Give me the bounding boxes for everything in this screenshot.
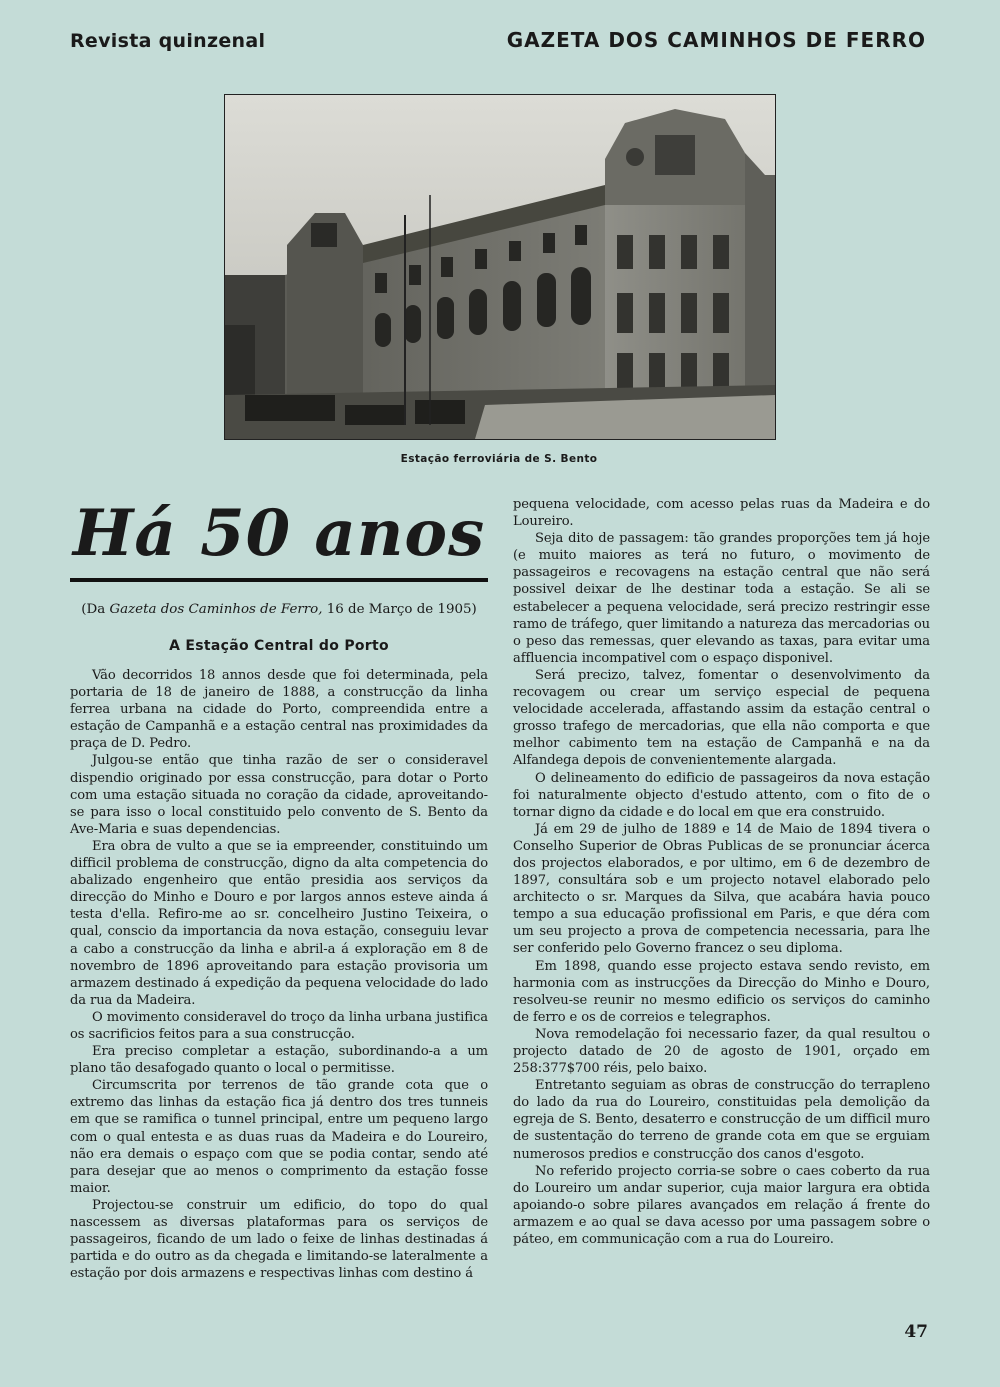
source-suffix: 16 de Março de 1905) [322, 602, 477, 617]
article-headline: Há 50 anos [72, 496, 486, 571]
paragraph: Seja dito de passagem: tão grandes proporções tem já hoje (e muito maiores as terá no futuro, o movimento de passageiros e recovagens na estação central que não será possivel deixar de lhe destinar toda a estação. Se ali se estabelecer a pequena velocidade, será precizo restringir esse ramo de tráfego, quer limitando a natureza das mercadorias ou o peso das remessas, quer elevando as taxas, para evitar uma affluencia incompativel com o espaço disponivel. [513, 531, 930, 666]
paragraph: Nova remodelação foi necessario fazer, da qual resultou o projecto datado de 20 de agosto de 1901, orçado em 258:377$700 réis, pelo baixo. [513, 1026, 930, 1077]
paragraph: Julgou-se então que tinha razão de ser o consideravel dispendio originado por essa construcção, para dotar o Porto com uma estação situada no coração da cidade, aproveitando-se para isso o local constituido pelo convento de S. Bento da Ave-Maria e suas dependencias. [70, 753, 488, 837]
photo-caption: Estação ferroviária de S. Bento [400, 453, 598, 465]
paragraph: Era obra de vulto a que se ia empreender, constituindo um difficil problema de construcção, digno da alta competencia do abalizado engenheiro que então presidia aos serviços da direcção do Minho e Douro e por largos annos esteve ainda á testa d'ella. Refiro-me ao sr. concelheiro Justino Teixeira, o qual, conscio da importancia da nova estação, conseguiu levar a cabo a construcção da linha e abril-a á exploração em 8 de novembro de 1896 aproveitando para estação provisoria um armazem destinado á expedição da pequena velocidade do lado da rua da Madeira. [70, 838, 488, 1008]
paragraph: O movimento consideravel do troço da linha urbana justifica os sacrificios feitos para a sua construcção. [70, 1009, 488, 1042]
paragraph: Já em 29 de julho de 1889 e 14 de Maio de 1894 tivera o Conselho Superior de Obras Publicas de se pronunciar ácerca dos projectos elaborados, e por ultimo, em 6 de dezembro de 1897, consultára sob e um projecto notavel elaborado pelo architecto o sr. Marques da Silva, que acabára havia pouco tempo a sua educação profissional em Paris, e que déra com um seu projecto a prova de competencia necessaria, para lhe ser conferido pelo Governo francez o seu diploma. [513, 821, 930, 957]
page-number: 47 [904, 1322, 928, 1342]
headline-rule [70, 578, 488, 582]
station-photo [224, 94, 776, 440]
article-column-right [513, 496, 930, 1248]
header-magazine-title: GAZETA DOS CAMINHOS DE FERRO [506, 28, 926, 52]
article-column-left [70, 667, 488, 1282]
source-prefix: (Da [81, 602, 110, 617]
paragraph: Entretanto seguiam as obras de construcção do terrapleno do lado da rua do Loureiro, constituidas pela demolição da egreja de S. Bento, desaterro e construcção de um difficil muro de sustentação do terreno de grande cota em que se erguiam numerosos predios e construcção dos canos d'esgoto. [513, 1078, 930, 1162]
paragraph: Em 1898, quando esse projecto estava sendo revisto, em harmonia com as instrucções da Direcção do Minho e Douro, resolveu-se reunir no mesmo edificio os serviços do caminho de ferro e os de correios e telegraphos. [513, 958, 930, 1025]
article-source [70, 602, 488, 617]
paragraph: Circumscrita por terrenos de tão grande cota que o extremo das linhas da estação fica já dentro dos tres tunneis em que se ramifica o tunnel principal, entre um pequeno largo com o qual entesta e as duas ruas da Madeira e do Loureiro, não era demais o espaço com que se podia contar, sendo até para desejar que ao menos o comprimento da estação fosse maior. [70, 1078, 488, 1196]
paragraph: No referido projecto corria-se sobre o caes coberto da rua do Loureiro um andar superior, cuja maior largura era obtida apoiando-o sobre pilares avançados em relação á frente do armazem e ao qual se dava acesso por uma passagem sobre o páteo, em communicação com a rua do Loureiro. [513, 1163, 930, 1248]
paragraph-continuation: pequena velocidade, com acesso pelas ruas da Madeira e do Loureiro. [513, 497, 930, 530]
paragraph: Projectou-se construir um edificio, do topo do qual nascessem as diversas plataformas para os serviços de passageiros, ficando de um lado o feixe de linhas destinadas á partida e do outro as da chegada e limitando-se lateralmente a estação por dois armazens e respectivas linhas com destino á [70, 1197, 488, 1282]
paragraph: Vão decorridos 18 annos desde que foi determinada, pela portaria de 18 de janeiro de 1888, a construcção da linha ferrea urbana na cidade do Porto, compreendida entre a estação de Campanhã e a estação central nas proximidades da praça de D. Pedro. [70, 668, 488, 752]
header-periodicity: Revista quinzenal [70, 30, 266, 52]
paragraph: O delineamento do edificio de passageiros da nova estação foi naturalmente objecto d'estudo attento, com o fito de o tornar digno da cidade e do local em que era construido. [513, 770, 930, 820]
paragraph: Era preciso completar a estação, subordinando-a a um plano tão desafogado quanto o local o permitisse. [70, 1044, 488, 1077]
source-title: Gazeta dos Caminhos de Ferro, [109, 602, 323, 617]
article-subtitle: A Estação Central do Porto [169, 638, 389, 654]
paragraph: Será precizo, talvez, fomentar o desenvolvimento da recovagem ou crear um serviço especial de pequena velocidade accelerada, affastando assim da estação central o grosso trafego de mercadorias, que ella não comporta e que melhor cabimento tem na estação de Campanhã e na da Alfandega depois de convenientemente alargada. [513, 667, 930, 769]
